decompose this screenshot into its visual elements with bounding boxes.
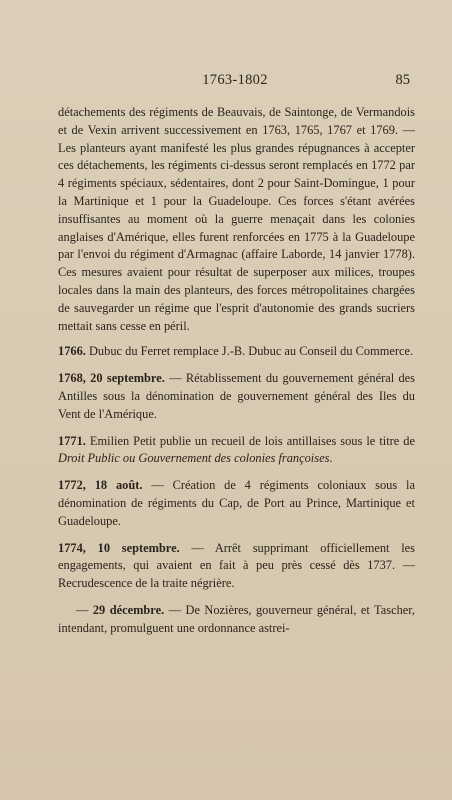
running-header (60, 72, 410, 92)
entry-date: 1774, 10 septembre. (58, 540, 180, 555)
entry-date: 1772, 18 août. (58, 478, 143, 493)
entry-text: Dubuc du Ferret remplace J.-B. Dubuc au Conseil du Commerce. (85, 344, 414, 359)
entry-date: 1766. (58, 344, 86, 359)
entry-text: — Rétablissement du gouvernement général des Antilles sous la dénomination de gouvernement général des Iles du Vent de l'Amérique. (58, 371, 415, 421)
entry-text: — De Nozières, gouverneur général, et Tascher, intendant, promulguent une ordonnance astrei- (58, 602, 415, 635)
entry-1771 (58, 433, 415, 469)
header-title: 1763-1802 (202, 72, 268, 88)
entry-dash: — (76, 602, 93, 617)
entry-text: — Création de 4 régiments coloniaux sous la dénomination de régiments du Cap, de Port au Prince, Martinique et Guadeloupe. (58, 478, 415, 528)
paragraph-text: détachements des régiments de Beauvais, de Saintonge, de Vermandois et de Vexin arrivent successivement en 1763, 1765, 1767 et 1769. — Les planteurs ayant manifesté les plus grandes répugnances à accepter ces détachements, les régiments ci-dessus seront remplacés en 1772 par 4 régiments spéciaux, sédentaires, dont 2 pour Saint-Domingue, 1 pour la Martinique et 1 pour la Guadeloupe. Ces forces s'étant avérées insuffisantes au moment où la guerre menaçait dans les colonies anglaises d'Amérique, elles furent renforcées en 1775 à la Guadeloupe par l'envoi du régiment d'Armagnac (affaire Laborde, 14 janvier 1778). Ces mesures avaient pour résultat de superposer aux milices, troupes locales dans la main des planteurs, des forces métropolitaines chargées de sauvegarder un régime que l'esprit d'autonomie des grands sucriers mettait sans cesse en péril. (58, 105, 415, 333)
entry-1772 (58, 477, 415, 530)
entry-29-december (58, 602, 415, 638)
book-title: Droit Public ou Gouvernement des colonies françoises (58, 451, 330, 466)
page-number: 85 (395, 72, 410, 88)
entry-date: 1768, 20 septembre. (58, 371, 165, 386)
paragraph-continuation (58, 104, 415, 335)
entry-text: — Arrêt supprimant officiellement les engagements, qui avaient en fait à peu près cessé dès 1737. — Recrudescence de la traite négrière. (58, 540, 415, 591)
entry-1766 (58, 343, 415, 361)
entry-text-end: . (329, 451, 333, 466)
entry-date: 1771. (58, 433, 86, 448)
entry-date: 29 décembre. (92, 602, 165, 617)
entry-1768 (58, 370, 415, 423)
entry-1774 (58, 540, 415, 593)
page-body (58, 104, 415, 647)
entry-text: Emilien Petit publie un recueil de lois antillaises sous le titre de (85, 433, 415, 448)
